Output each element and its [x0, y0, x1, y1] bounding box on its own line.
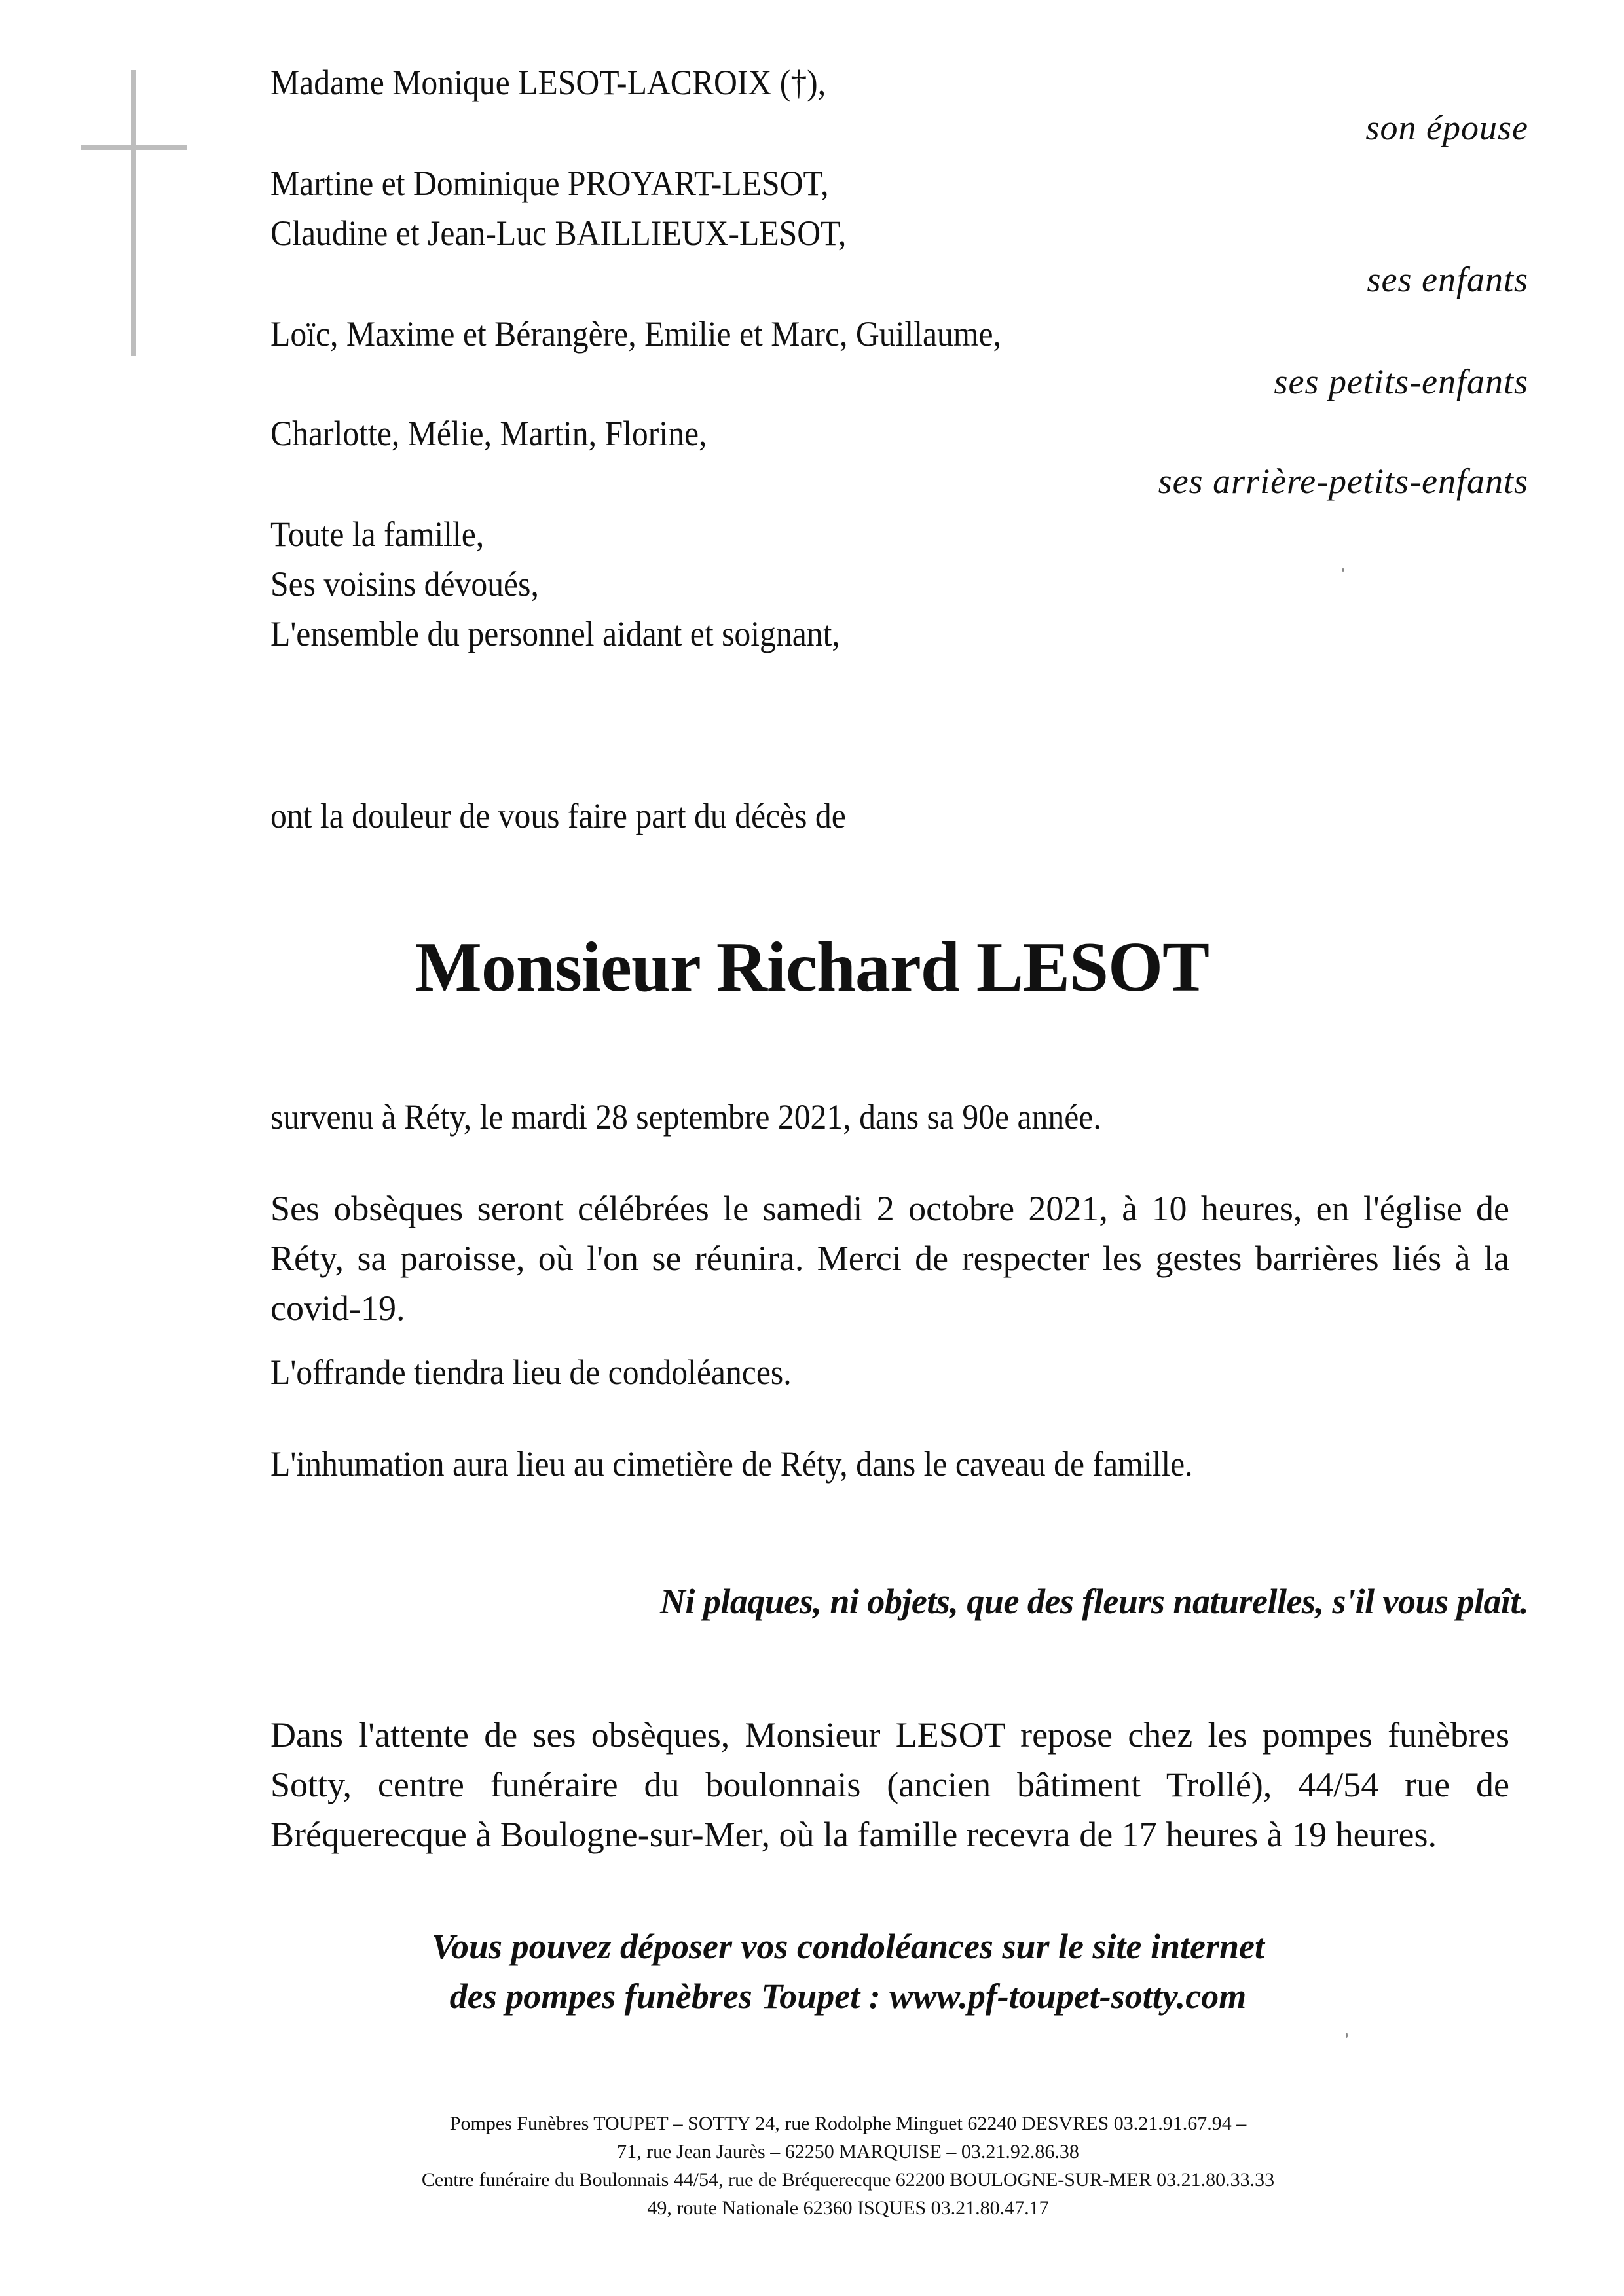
footer-line: 71, rue Jean Jaurès – 62250 MARQUISE – 03.21.92.86.38: [617, 2141, 1079, 2162]
great-grandchildren-relation: ses arrière-petits-enfants: [1158, 462, 1528, 501]
others-line: L'ensemble du personnel aidant et soignant,: [270, 614, 840, 653]
announcement-text: ont la douleur de vous faire part du décès de: [270, 796, 846, 835]
offering-text: L'offrande tiendra lieu de condoléances.: [270, 1353, 792, 1392]
funeral-home-footer: [0, 2109, 1624, 2222]
website-link[interactable]: www.pf-toupet-sotty.com: [889, 1977, 1247, 2016]
children-line: Martine et Dominique PROYART-LESOT,: [270, 164, 829, 203]
great-grandchildren-line: Charlotte, Mélie, Martin, Florine,: [270, 414, 707, 453]
grandchildren-relation: ses petits-enfants: [1274, 362, 1528, 401]
flowers-notice: Ni plaques, ni objets, que des fleurs naturelles, s'il vous plaît.: [659, 1582, 1528, 1621]
condolences-line2-prefix: des pompes funèbres Toupet :: [449, 1977, 890, 2016]
spouse-relation: son épouse: [1365, 108, 1528, 147]
burial-text: L'inhumation aura lieu au cimetière de Réty, dans le caveau de famille.: [270, 1444, 1193, 1484]
scan-speck: [1342, 568, 1344, 572]
grandchildren-line: Loïc, Maxime et Bérangère, Emilie et Marc, Guillaume,: [270, 314, 1002, 354]
deceased-name: Monsieur Richard LESOT: [415, 928, 1209, 1006]
footer-line: Centre funéraire du Boulonnais 44/54, rue de Bréquerecque 62200 BOULOGNE-SUR-MER 03.21.80.33.33: [421, 2169, 1275, 2191]
scan-speck: [1346, 2033, 1348, 2038]
condolences-line1: Vous pouvez déposer vos condoléances sur le site internet: [431, 1927, 1264, 1966]
cross-horizontal-bar: [81, 145, 187, 150]
children-relation: ses enfants: [1367, 260, 1528, 299]
viewing-details: Dans l'attente de ses obsèques, Monsieur LESOT repose chez les pompes funèbres Sotty, centre funéraire du boulonnais (ancien bâtiment Trollé), 44/54 rue de Bréquerecque à Boulogne-sur-Mer, où la famille recevra de 17 heures à 19 heures.: [270, 1715, 1509, 1854]
others-line: Ses voisins dévoués,: [270, 564, 539, 604]
footer-line: Pompes Funèbres TOUPET – SOTTY 24, rue Rodolphe Minguet 62240 DESVRES 03.21.91.67.94 –: [449, 2113, 1247, 2134]
condolences-line2: [72, 1971, 1624, 2021]
others-line: Toute la famille,: [270, 515, 485, 554]
funeral-details: Ses obsèques seront célébrées le samedi 2 octobre 2021, à 10 heures, en l'église de Réty, sa paroisse, où l'on se réunira. Merci de respecter les gestes barrières liés à la covid-19.: [270, 1189, 1509, 1328]
death-details: survenu à Réty, le mardi 28 septembre 2021, dans sa 90e année.: [270, 1097, 1101, 1137]
children-line: Claudine et Jean-Luc BAILLIEUX-LESOT,: [270, 213, 847, 253]
cross-vertical-bar: [131, 70, 136, 356]
condolences-notice: [0, 1922, 1624, 2021]
spouse-line: Madame Monique LESOT-LACROIX (†),: [270, 63, 826, 102]
footer-line: 49, route Nationale 62360 ISQUES 03.21.80.47.17: [647, 2197, 1049, 2219]
